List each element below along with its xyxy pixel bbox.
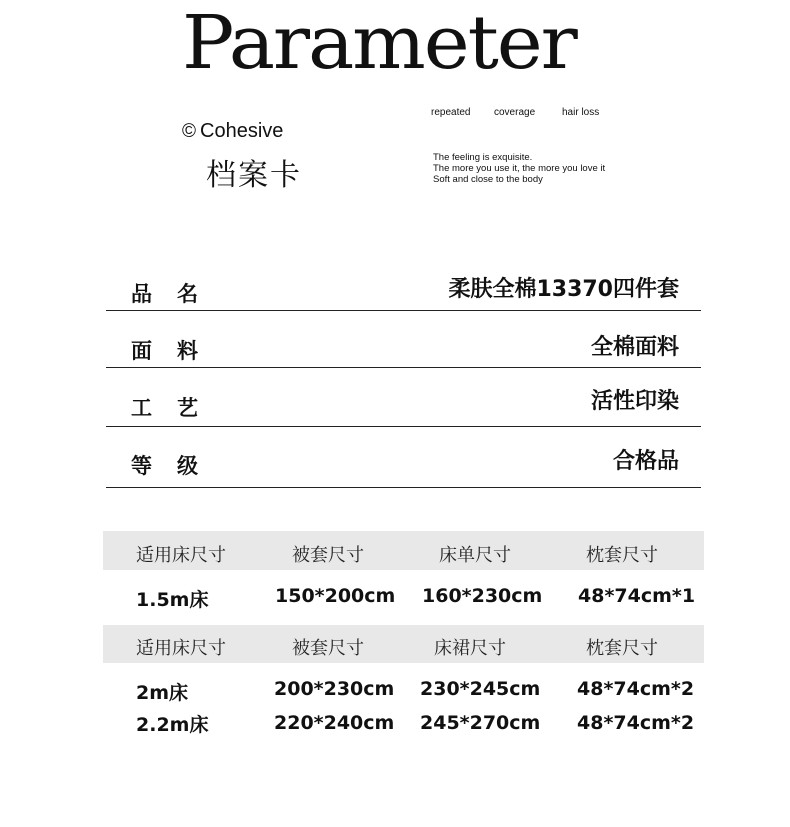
table-header: 被套尺寸	[292, 545, 364, 566]
brand-label: Cohesive	[200, 120, 284, 142]
param-value: 全棉面料	[590, 335, 679, 360]
table-cell: 2m床	[136, 682, 189, 704]
tag-hair-loss: hair loss	[562, 107, 600, 118]
table-header: 床单尺寸	[439, 545, 511, 566]
param-label: 品 名	[131, 282, 198, 306]
tagline-line: Soft and close to the body	[433, 174, 543, 185]
tagline-line: The more you use it, the more you love it	[433, 163, 606, 174]
param-label: 工 艺	[131, 396, 198, 420]
table-header: 枕套尺寸	[586, 545, 658, 566]
param-value: 柔肤全棉13370四件套	[448, 277, 679, 302]
tag-repeated: repeated	[431, 107, 471, 118]
brand-name	[182, 120, 283, 143]
param-value: 活性印染	[590, 389, 679, 414]
param-label: 等 级	[131, 454, 198, 478]
table-cell: 230*245cm	[420, 678, 541, 700]
copyright-symbol: ©	[182, 121, 196, 142]
param-row-craft	[106, 368, 701, 427]
table-cell: 200*230cm	[274, 678, 395, 700]
table-cell: 1.5m床	[136, 589, 209, 611]
param-row-name	[106, 262, 701, 311]
table-header: 枕套尺寸	[586, 638, 658, 659]
card-title: 档案卡	[206, 158, 302, 193]
param-label: 面 料	[131, 339, 198, 363]
tag-coverage: coverage	[494, 107, 536, 118]
table-cell: 48*74cm*2	[577, 712, 695, 734]
table-header: 适用床尺寸	[136, 545, 226, 566]
param-row-grade	[106, 427, 701, 488]
table-cell: 160*230cm	[422, 585, 543, 607]
param-value: 合格品	[612, 449, 679, 474]
table-header: 床裙尺寸	[434, 638, 506, 659]
table-cell: 48*74cm*2	[577, 678, 695, 700]
parameter-logo: Parameter	[182, 0, 576, 86]
table-cell: 2.2m床	[136, 714, 209, 736]
table-cell: 245*270cm	[420, 712, 541, 734]
table-cell: 150*200cm	[275, 585, 396, 607]
param-row-fabric	[106, 311, 701, 368]
tagline-line: The feeling is exquisite.	[433, 152, 533, 163]
table-cell: 220*240cm	[274, 712, 395, 734]
table-header: 适用床尺寸	[136, 638, 226, 659]
table-cell: 48*74cm*1	[578, 585, 696, 607]
table-header: 被套尺寸	[292, 638, 364, 659]
